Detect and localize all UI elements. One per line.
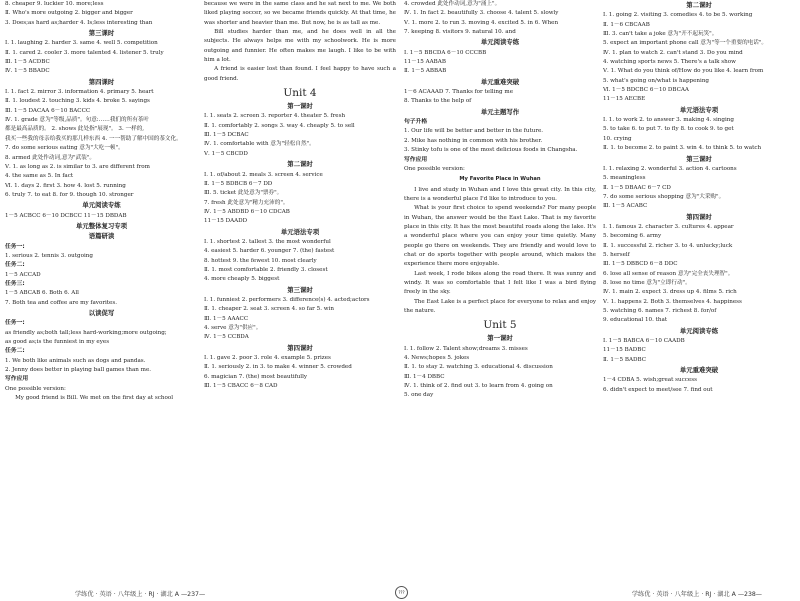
section-heading: 第四课时: [686, 212, 712, 221]
answer-line: Ⅲ. 1－5 ACDBC: [5, 59, 50, 66]
answer-line: 5. becoming 6. army: [603, 233, 662, 240]
answer-line: Ⅰ. 1－5 BBCDA 6－10 CCCBB: [404, 49, 487, 56]
answer-line: 8. hottest 9. the fewest 10. most clearly: [204, 257, 317, 264]
answer-line: 1－4 CDBA 5. wish;great success: [603, 377, 697, 384]
answer-line: 4. the same as 5. In fact: [5, 173, 74, 180]
answer-line: Ⅲ. 1－5 AAACC: [204, 315, 249, 322]
essay-title: My Favorite Place in Wuhan: [459, 176, 541, 183]
answer-line: Ⅳ. 1. In fact 2. beautifully 3. choose 4. talent 5. slowly: [404, 10, 559, 17]
answer-line: 1. We both like animals such as dogs and pandas.: [5, 357, 146, 364]
answer-line: 8. armed 此处作动词,意为"武装"。: [5, 154, 95, 161]
answer-line: 7. do some serious shopping 意为"大采购"。: [603, 193, 725, 200]
section-heading: 单元阅读专练: [480, 38, 520, 47]
answer-line: 1－5 ACBCC 6－10 DCBCC 11－15 DBDAB: [5, 212, 127, 219]
task-label: 任务一:: [5, 320, 25, 327]
answer-line: Ⅳ. 1－5 ABDBD 6－10 CDCAB: [204, 208, 290, 215]
answer-line: 我买一些我的母亲给我买的那几样东西 4. 一一帮助了解中国的茶文化。: [5, 135, 182, 142]
answer-line: Ⅰ. 1. laughing 2. harder 3. same 4. well 5. competition: [5, 40, 158, 47]
answer-line: 5. watching 6. names 7. richest 8. for/of: [603, 308, 717, 314]
answer-line: 2. Mike has nothing in common with his brother.: [404, 137, 543, 144]
section-heading: 单元语法专项: [679, 105, 719, 114]
answer-line: 5. expect an important phone call 意为"等一个重要的电话"。: [603, 40, 768, 47]
answer-line: Ⅱ. 1－5 BADBC: [603, 356, 646, 363]
column-2: [204, 0, 396, 579]
answer-line: Ⅲ. 3. can't take a joke 意为"开不起玩笑"。: [603, 31, 718, 38]
section-heading: 第二课时: [287, 160, 313, 169]
section-heading: 以读促写: [88, 309, 115, 317]
essay-paragraph: I live and study in Wuhan and I love this great city. In this city, there is a wonderful place I'd like to introduce to you.: [404, 186, 596, 202]
answer-line: 1－6 ACAAAD 7. Thanks for telling me: [404, 89, 514, 96]
answer-line: Ⅱ. 1－5 ABBAB: [404, 68, 447, 75]
section-heading: 单元主题写作: [480, 107, 520, 116]
answer-line: Ⅰ. 1. funniest 2. performers 3. difference(s) 4. acted;actors: [204, 296, 370, 303]
answer-line: Ⅲ. 5. ticket 此处意为"票券"。: [204, 190, 283, 197]
answer-line: 8. lose no time 意为"立即行动"。: [603, 279, 691, 286]
section-heading: 单元语法专项: [280, 227, 320, 236]
center-badge-icon: ???: [395, 586, 408, 599]
answer-line: Ⅰ. 1. relaxing 2. wonderful 3. action 4. cartoons: [603, 165, 737, 172]
answer-line: Ⅳ. 1. think of 2. find out 3. to learn from 4. going on: [404, 383, 553, 390]
answer-line: Ⅳ. 1. plan to watch 2. can't stand 3. Do you mind: [603, 49, 743, 56]
answer-line: Ⅱ. 1. cared 2. cooler 3. more talented 4. listener 5. truly: [5, 49, 164, 56]
task-label: 句子升格: [404, 119, 428, 126]
section-heading: 单元重难突破: [480, 77, 520, 86]
answer-line: Ⅱ. 1－5 BDBCB 6－7 DD: [204, 180, 273, 187]
answer-line: 8. cheaper 9. luckier 10. more;less: [5, 1, 104, 7]
section-heading: 第三课时: [88, 29, 115, 38]
answer-line: 6. lose all sense of reason 意为"完全丧失理智"。: [603, 270, 734, 277]
unit-title: Unit 5: [483, 319, 517, 332]
answer-line: 4. more cheaply 5. biggest: [204, 276, 280, 283]
answer-line: Ⅰ. 1. of/about 2. meals 3. screen 4. service: [204, 171, 323, 178]
answer-line: 7. fresh 此处意为"精力充沛的"。: [204, 199, 289, 206]
essay-paragraph: My good friend is Bill. We met on the first day at school: [15, 395, 174, 402]
answer-line: Ⅰ. 1. fact 2. mirror 3. information 4. primary 5. heart: [5, 89, 154, 96]
section-heading: 单元整体复习专项: [75, 221, 128, 230]
section-heading: 第一课时: [487, 334, 513, 343]
answer-line: Ⅳ. 1－5 CCBDA: [204, 334, 249, 341]
section-heading: 单元阅读专练: [82, 201, 121, 210]
answer-line: Ⅰ. 1. going 2. visiting 3. comedies 4. to be 5. working: [603, 12, 753, 19]
section-heading: 第四课时: [88, 77, 115, 86]
answer-line: Ⅱ. 1. comfortably 2. songs 3. way 4. cheaply 5. to sell: [204, 122, 355, 129]
answer-line: Ⅴ. 1. happens 2. Both 3. themselves 4. happiness: [603, 298, 742, 305]
answer-line: Ⅱ. 1. to become 2. to paint 3. win 4. to think 5. to watch: [603, 145, 762, 152]
answer-line: Ⅴ. 1. as long as 2. is similar to 3. are different from: [5, 163, 150, 170]
unit-title: Unit 4: [283, 87, 317, 100]
answer-line: 6. magician 7. (the) most beautifully: [204, 373, 308, 380]
footer-left: 学练优 · 英语 · 八年级上 · RJ · 湖北 A —237—: [75, 591, 206, 598]
essay-paragraph: Last week, I rode bikes along the road there. It was sunny and windy. It was so comfortable that I felt like I was a bird flying freely in the sky.: [404, 270, 596, 296]
answer-line: Ⅳ. 1. grade 意为"等级,品质"。句意:……我们的所有茶叶: [5, 117, 150, 124]
answer-line: Ⅰ. 1. shortest 2. tallest 3. the most wonderful: [204, 238, 331, 245]
answer-line: One possible version:: [5, 385, 66, 392]
answer-line: 11－15 DAADD: [204, 218, 248, 225]
answer-line: 8. Thanks to the help of: [404, 98, 472, 105]
answer-line: 4. serve 意为"供应"。: [204, 325, 262, 331]
footer-right: 学练优 · 英语 · 八年级上 · RJ · 湖北 A —238—: [631, 591, 762, 598]
answer-line: 4. News;hopes 5. jokes: [404, 355, 470, 362]
answer-line: Ⅴ. 1. more 2. to run 3. moving 4. excited 5. in 6. When: [404, 19, 559, 26]
answer-line: 5. what's going on/what is happening: [603, 77, 710, 84]
section-heading: 第四课时: [287, 343, 313, 352]
essay-paragraph: because we were in the same class and he sat next to me. We both liked playing soccer, so we became friends quickly. At that time, he was shorter and heavier than me. But now, he is as tall as me.: [204, 1, 396, 26]
answer-line: 4. crowded 此处作动词,意为"涌上"。: [404, 1, 501, 7]
answer-line: 5. meaningless: [603, 175, 646, 182]
answer-line: Ⅴ. 1－5 CBCDD: [204, 150, 248, 157]
answer-line: 1－5 ABCAB 6. Both 6. All: [5, 290, 79, 297]
answer-line: Ⅱ. 1. to stay 2. watching 3. educational 4. discussion: [404, 364, 553, 371]
section-heading: 语篇研读: [88, 232, 115, 241]
section-heading: 单元阅读专练: [679, 326, 719, 335]
answer-line: Ⅲ. 1－5 CBACC 6－8 CAD: [204, 383, 278, 390]
answer-line: Ⅱ. 1－5 DBAAC 6－7 CD: [603, 184, 671, 191]
answer-line: Ⅳ. 1－5 BBADC: [5, 68, 50, 75]
answer-line: 2. Jenny does better in playing ball games than me.: [5, 367, 152, 374]
answer-line: Ⅱ. Who's more outgoing 2. bigger and bigger: [5, 10, 133, 17]
answer-line: Ⅰ. 1. gave 2. poor 3. role 4. example 5. prizes: [204, 355, 331, 362]
essay-paragraph: The East Lake is a perfect place for everyone to relax and enjoy the nature.: [404, 298, 596, 314]
answer-line: 6. truly 7. to eat 8. for 9. though 10. stronger: [5, 191, 134, 198]
answer-line: 11－15 BADBC: [603, 347, 646, 354]
column-3: [404, 0, 596, 579]
answer-line: Ⅲ. 1－5 DBBCD 6－8 DDC: [603, 261, 678, 268]
answer-line: 7. keeping 8. visitors 9. natural 10. and: [404, 29, 516, 36]
answer-line: Ⅲ. 1－5 ACABC: [603, 203, 648, 210]
page-gutter: [398, 0, 402, 601]
essay-paragraph: What is your first choice to spend weekends? For many people in Wuhan, the answer would be the East Lake. That is my favorite place in this city. It has the most beautiful roads along the lake. It's a wonderful place where you can enjoy your time quietly. Many people go there on weekends. They are friendly and would love to chat or do sports together with people around, which makes the experience there more enjoyable.: [404, 205, 596, 268]
answer-line: 11－15 AECBE: [603, 96, 646, 103]
answer-line: 7. Both tea and coffee are my favorites.: [5, 299, 118, 306]
answer-line: Ⅱ. 1. successful 2. richer 3. to 4. unlucky;luck: [603, 242, 733, 249]
task-label: 写作应用: [5, 376, 29, 383]
section-heading: 第三课时: [686, 154, 712, 163]
answer-line: Ⅲ. 1－5 DACAA 6－10 BACCC: [5, 107, 91, 114]
answer-line: 3. Stinky tofu is one of the most delicious foods in Changsha.: [404, 147, 578, 154]
answer-line: Ⅱ. 1. cheaper 2. seat 3. screen 4. so far 5. win: [204, 306, 334, 313]
section-heading: 第二课时: [686, 1, 712, 9]
answer-line: as friendly as;both tall;less hard-working;more outgoing;: [5, 329, 167, 336]
answer-line: Ⅱ. 1. most comfortable 2. friendly 3. closest: [204, 266, 328, 273]
answer-line: Ⅴ. 1. What do you think of/How do you like 4. learn from: [603, 68, 764, 75]
task-label: 写作应用: [404, 156, 428, 163]
task-label: 任务一:: [5, 243, 25, 250]
answer-line: 10. crying: [603, 135, 632, 142]
answer-line: 4. watching sports news 5. There's a talk show: [603, 59, 736, 66]
answer-line: 5. herself: [603, 251, 630, 258]
answer-line: One possible version:: [404, 165, 465, 172]
answer-line: Ⅵ. 1. days 2. first 3. how 4. lost 5. running: [5, 182, 126, 189]
answer-line: 1. Our life will be better and better in the future.: [404, 128, 544, 135]
answer-line: 1－5 ACCAD: [5, 271, 41, 278]
answer-line: 11－15 AABAB: [404, 59, 446, 66]
column-1: [5, 0, 198, 579]
answer-line: 1. serious 2. tennis 3. outgoing: [5, 252, 93, 259]
answer-line: Ⅰ. 1. famous 2. character 3. cultures 4. appear: [603, 223, 734, 230]
answer-line: 都是最高品质的。 2. shows 此处指"展现"。 3. 一样的,: [5, 126, 145, 133]
task-label: 任务三:: [5, 280, 25, 287]
task-label: 任务二:: [5, 348, 25, 355]
answer-line: as good as;is the funniest in my eyes: [5, 339, 110, 346]
answer-line: Ⅳ. 1. comfortable with 意为"轻松自然"。: [204, 141, 315, 148]
answer-line: Ⅱ. 1. seriously 2. in 3. to make 4. winner 5. crowded: [204, 364, 352, 371]
essay-paragraph: Bill studies harder than me, and he does well in all the subjects. He always helps me with my schoolwork. He is more outgoing and funnier. He often makes me laugh. I like to be with him a lot.: [204, 29, 396, 64]
essay-paragraph: A friend is easier lost than found. I feel happy to have such a good friend.: [204, 66, 396, 82]
section-heading: 第一课时: [287, 102, 313, 111]
task-label: 任务二:: [5, 262, 25, 269]
answer-line: Ⅱ. 1. loudest 2. touching 3. kids 4. broke 5. sayings: [5, 98, 150, 105]
section-heading: 单元重难突破: [679, 366, 719, 375]
answer-line: 6. didn't expect to meet/see 7. find out: [603, 386, 713, 393]
column-4: [603, 0, 795, 579]
section-heading: 第三课时: [287, 285, 313, 294]
answer-line: Ⅲ. 1－4 DBBC: [404, 373, 445, 380]
answer-line: Ⅰ. 1－5 BABCA 6－10 CAADB: [603, 338, 685, 345]
answer-line: 5. one day: [404, 392, 434, 399]
answer-line: Ⅲ. 1－5 DCBAC: [204, 132, 249, 139]
answer-line: 9. educational 10. that: [603, 317, 668, 324]
answer-line: Ⅳ. 1. main 2. expect 3. dress up 4. films 5. rich: [603, 289, 737, 296]
answer-line: 3. Does;as hard as;harder 4. Is;less interesting than: [5, 19, 153, 26]
answer-line: Ⅱ. 1－6 CBCAAB: [603, 21, 650, 28]
answer-line: Ⅰ. 1. seats 2. screen 3. reporter 4. theater 5. fresh: [204, 113, 346, 120]
answer-line: 4. easiest 5. harder 6. younger 7. (the) fastest: [204, 248, 335, 255]
answer-line: 7. do some serious eating 意为"大吃一顿"。: [5, 145, 124, 152]
answer-line: Ⅰ. 1. to work 2. to answer 3. making 4. singing: [603, 117, 734, 124]
answer-line: Ⅵ. 1－5 BDCBC 6－10 DBCAA: [603, 87, 689, 94]
answer-line: 5. to take 6. to put 7. to fly 8. to cook 9. to get: [603, 126, 734, 133]
answer-line: Ⅰ. 1. follow 2. Talent show;dreams 3. misses: [404, 345, 528, 352]
